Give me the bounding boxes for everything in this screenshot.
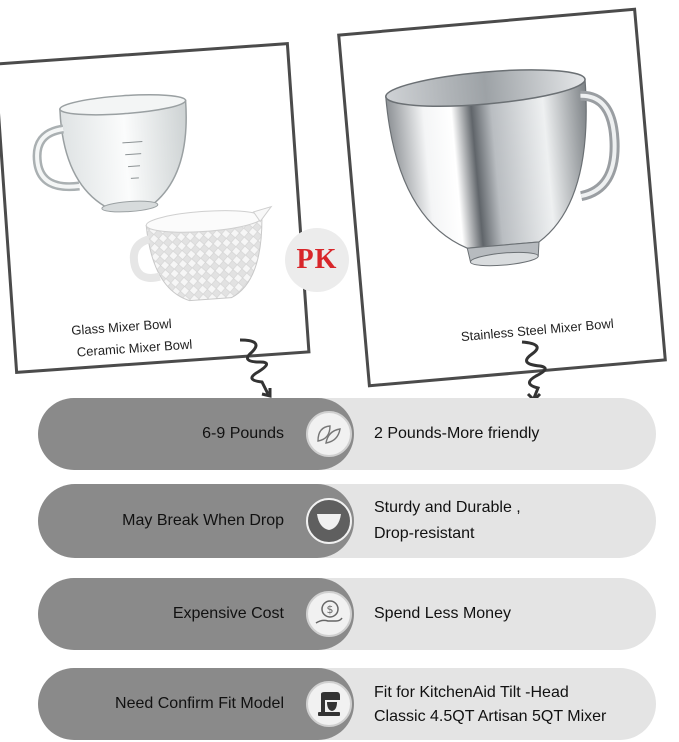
stainless-steel-card [337, 8, 667, 388]
ceramic-bowl-caption: Ceramic Mixer Bowl [76, 336, 193, 360]
ceramic-bowl-image [125, 194, 282, 314]
stand-mixer-icon [306, 681, 352, 727]
row-right-text [374, 578, 511, 650]
row-right-text [374, 668, 606, 740]
svg-text:$: $ [326, 603, 334, 616]
left-spring-arrow-icon [234, 338, 278, 398]
glass-ceramic-card [0, 42, 311, 374]
row-right-text [374, 398, 539, 470]
comparison-row-cost [38, 578, 656, 650]
row-right-line: 2 Pounds-More friendly [374, 425, 540, 442]
glass-bowl-caption: Glass Mixer Bowl [70, 315, 173, 338]
row-left-text: May Break When Drop [122, 512, 284, 529]
row-right-text [374, 484, 521, 558]
row-right-line: Classic 4.5QT Artisan 5QT Mixer [374, 708, 607, 725]
row-right-line: Fit for KitchenAid Tilt -Head [374, 684, 569, 701]
row-left-text: Need Confirm Fit Model [115, 695, 284, 712]
comparison-row-durability [38, 484, 656, 558]
leaf-icon [306, 411, 352, 457]
pk-badge: PK [285, 228, 349, 292]
money-hand-icon [306, 591, 352, 637]
comparison-row-fit [38, 668, 656, 740]
row-right-line: Spend Less Money [374, 605, 511, 622]
stainless-bowl-image [373, 49, 631, 289]
glass-bowl-graduation-marks [92, 133, 176, 198]
row-left-text: 6-9 Pounds [202, 425, 284, 442]
row-right-line: Sturdy and Durable , [374, 499, 521, 516]
row-right-line: Drop-resistant [374, 525, 475, 542]
stainless-bowl-caption: Stainless Steel Mixer Bowl [460, 315, 615, 345]
right-spring-arrow-icon [512, 340, 556, 400]
comparison-row-weight [38, 398, 656, 470]
bowl-icon [306, 498, 352, 544]
row-left-text: Expensive Cost [172, 605, 284, 622]
